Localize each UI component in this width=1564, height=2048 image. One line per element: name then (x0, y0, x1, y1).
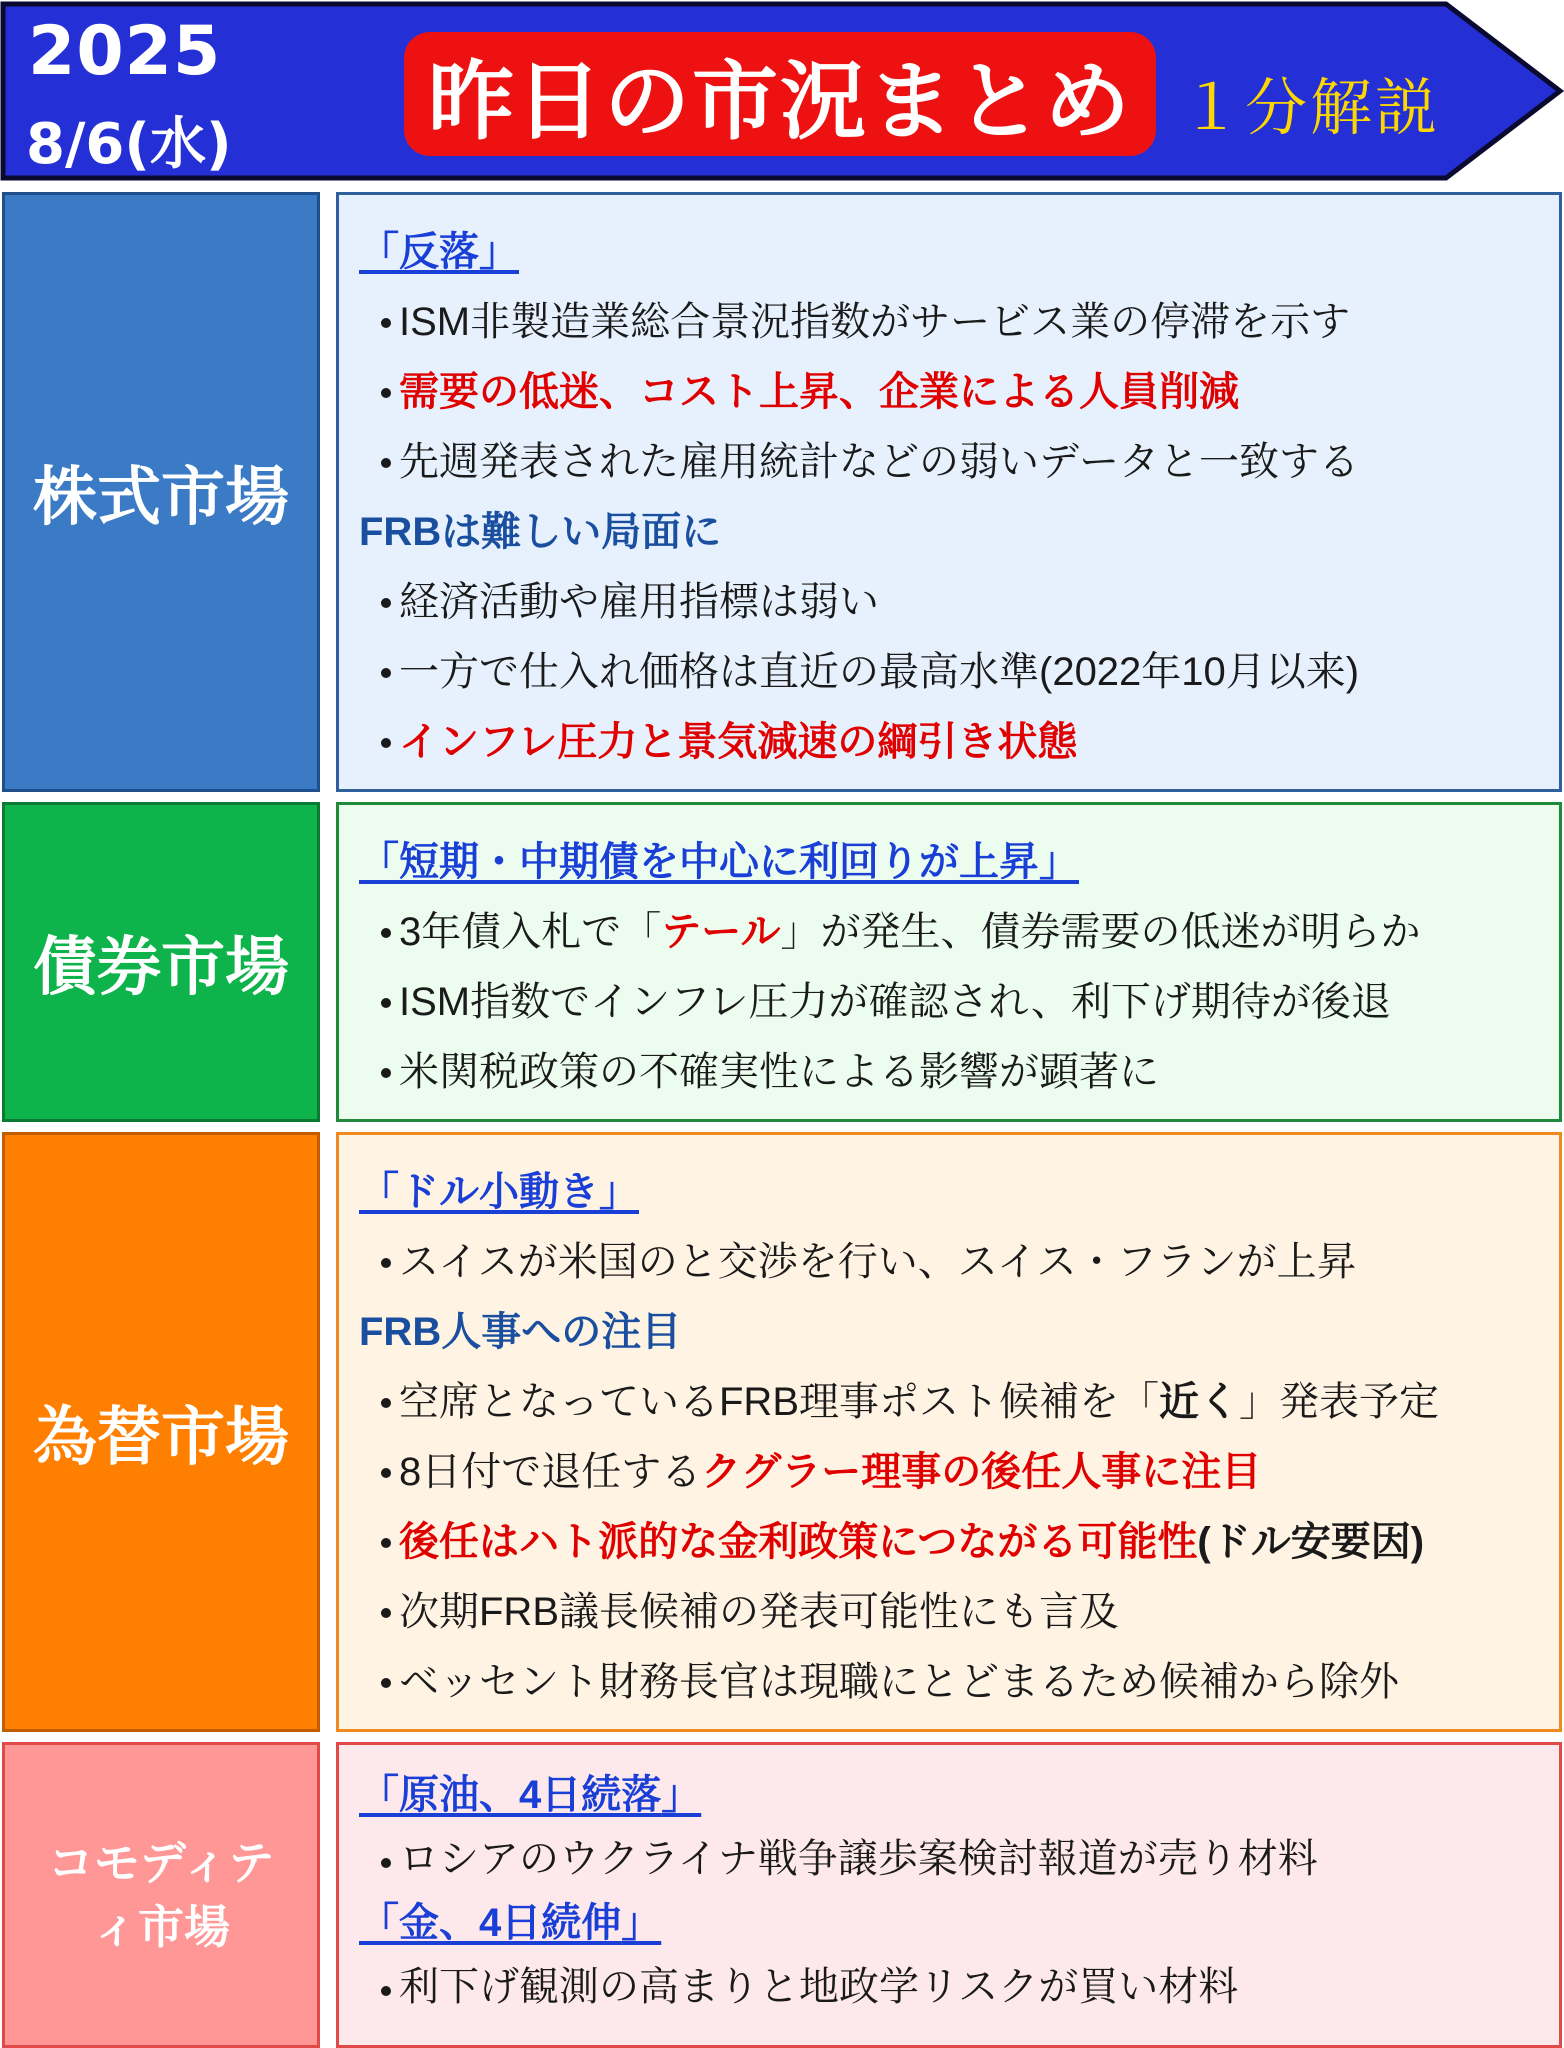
section-heading: 「金、4日続伸」 (359, 1901, 662, 1945)
section-label-fx (2, 1132, 320, 1732)
label-line: コモディテ (47, 1836, 275, 1890)
list-item (359, 1367, 1559, 1437)
list-item-highlight: インフレ圧力と景気減速の綱引き状態 (359, 707, 1559, 777)
page-subtitle: １分解説 (1180, 71, 1441, 144)
heading-text: 原油、4日続落 (399, 1773, 662, 1817)
section-stock-market (0, 192, 1564, 792)
text-segment: 」発表予定 (1239, 1380, 1439, 1424)
section-label-stock (2, 192, 320, 792)
section-subheading: FRBは難しい局面に (359, 510, 722, 554)
list-item: 経済活動や雇用指標は弱い (359, 567, 1559, 637)
list-item: 利下げ観測の高まりと地政学リスクが買い材料 (359, 1955, 1559, 2019)
text-emphasis: 近く (1159, 1380, 1239, 1424)
list-item (359, 1437, 1559, 1507)
heading-text: 金、4日続伸 (399, 1901, 622, 1945)
title-pill (404, 32, 1156, 156)
text-emphasis: (ドル安要因) (1197, 1520, 1425, 1564)
header-banner (0, 0, 1564, 182)
heading-text: 反落 (399, 230, 479, 274)
section-label-text (48, 1831, 274, 1959)
label-line: ィ市場 (91, 1900, 230, 1954)
list-item-highlight: 需要の低迷、コスト上昇、企業による人員削減 (359, 357, 1559, 427)
section-heading: 「反落」 (359, 230, 519, 274)
section-label-bond (2, 802, 320, 1122)
list-item: ロシアのウクライナ戦争譲歩案検討報道が売り材料 (359, 1827, 1559, 1891)
section-content-commodity (336, 1742, 1562, 2048)
list-item: 先週発表された雇用統計などの弱いデータと一致する (359, 427, 1559, 497)
list-item: 次期FRB議長候補の発表可能性にも言及 (359, 1577, 1559, 1647)
section-fx-market (0, 1132, 1564, 1732)
page-title: 昨日の市況まとめ (428, 52, 1132, 152)
date-day: 8/6(水) (26, 112, 232, 177)
text-highlight: 後任はハト派的な金利政策につながる可能性 (399, 1520, 1198, 1564)
section-heading: 「原油、4日続落」 (359, 1773, 702, 1817)
section-subheading: FRB人事への注目 (359, 1310, 682, 1354)
text-highlight: クグラー理事の後任人事に注目 (701, 1450, 1262, 1494)
list-item: ISM非製造業総合景況指数がサービス業の停滞を示す (359, 287, 1559, 357)
list-item: 米関税政策の不確実性による影響が顕著に (359, 1037, 1559, 1107)
list-item (359, 897, 1559, 967)
section-content-bond (336, 802, 1562, 1122)
section-heading: 「ドル小動き」 (359, 1170, 639, 1214)
section-label-text: 株式市場 (33, 461, 289, 535)
section-heading: 「短期・中期債を中心に利回りが上昇」 (359, 840, 1079, 884)
text-segment: 3年債入札で「 (399, 910, 662, 954)
section-content-stock (336, 192, 1562, 792)
text-segment: 空席となっているFRB理事ポスト候補を「 (399, 1380, 1159, 1424)
heading-text: ドル小動き (399, 1170, 599, 1214)
list-item: ベッセント財務長官は現職にとどまるため候補から除外 (359, 1647, 1559, 1717)
list-item: スイスが米国のと交渉を行い、スイス・フランが上昇 (359, 1227, 1559, 1297)
section-content-fx (336, 1132, 1562, 1732)
list-item: ISM指数でインフレ圧力が確認され、利下げ期待が後退 (359, 967, 1559, 1037)
heading-text: 短期・中期債を中心に利回りが上昇 (399, 840, 1039, 884)
section-bond-market (0, 802, 1564, 1122)
text-highlight: テール (661, 910, 781, 954)
text-segment: 8日付で退任する (399, 1450, 702, 1494)
section-label-text: 為替市場 (33, 1401, 289, 1475)
section-label-commodity (2, 1742, 320, 2048)
date-year: 2025 (28, 12, 222, 91)
section-label-text: 債券市場 (33, 931, 289, 1005)
list-item: 一方で仕入れ価格は直近の最高水準(2022年10月以来) (359, 637, 1559, 707)
text-segment: 」が発生、債券需要の低迷が明らか (780, 910, 1421, 954)
section-commodity-market (0, 1742, 1564, 2048)
list-item (359, 1507, 1559, 1577)
